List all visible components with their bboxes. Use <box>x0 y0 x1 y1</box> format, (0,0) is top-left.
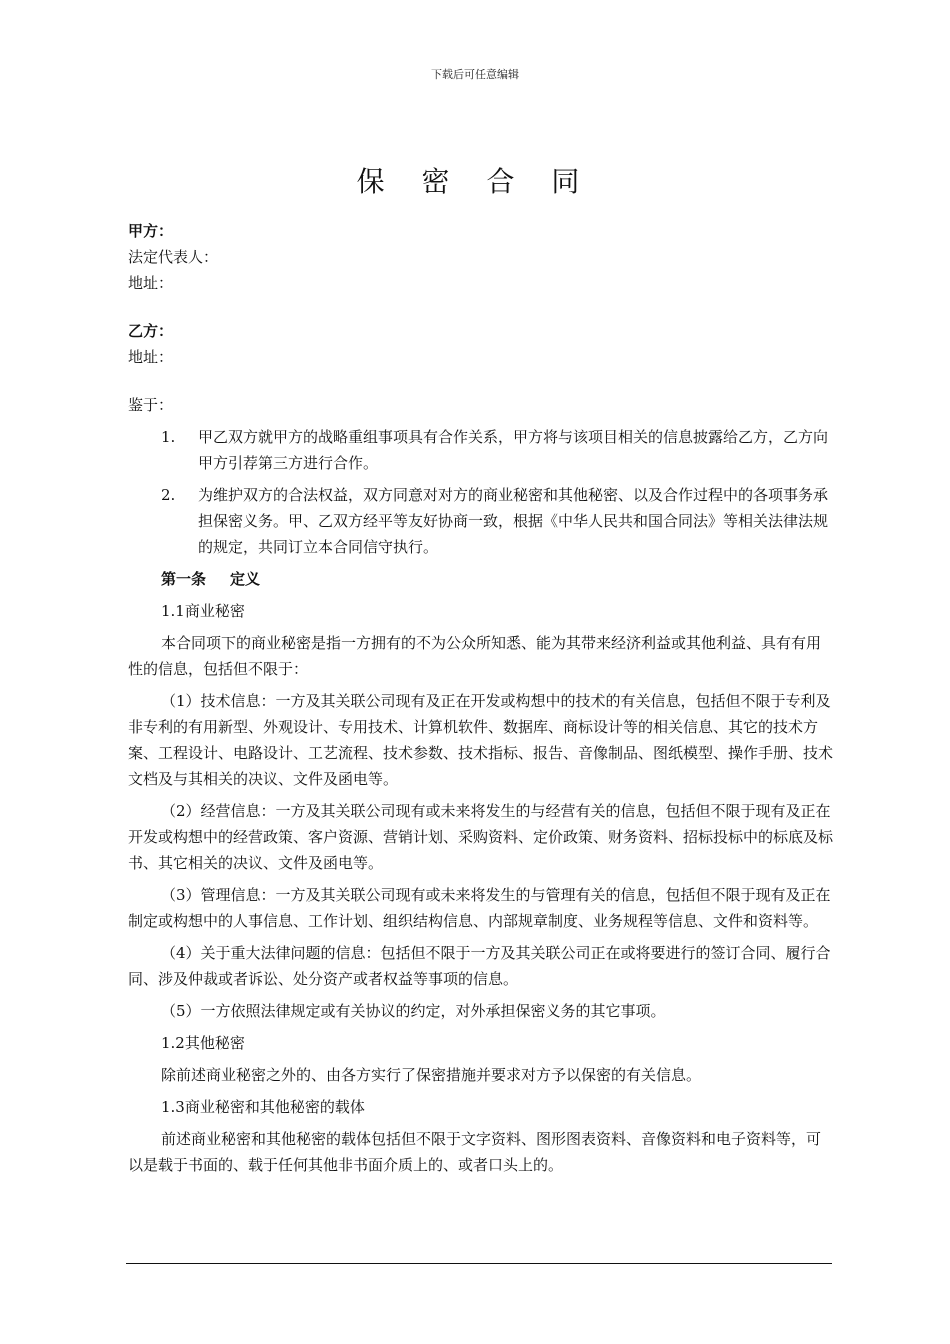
definition-item: （4）关于重大法律问题的信息：包括但不限于一方及其关联公司正在或将要进行的签订合同、履行合同、涉及仲裁或者诉讼、处分资产或者权益等事项的信息。 <box>128 944 831 988</box>
definition-item: （2）经营信息：一方及其关联公司现有或未来将发生的与经营有关的信息，包括但不限于现有及正在开发或构想中的经营政策、客户资源、营销计划、采购资料、定价政策、财务资料、招标投标中的标底及标书、其它相关的决议、文件及函电等。 <box>128 802 834 872</box>
document-body <box>128 218 833 1178</box>
party-a-representative: 法定代表人： <box>128 248 219 266</box>
whereas-item-number: 2. <box>161 486 176 504</box>
article-number: 第一条 <box>161 570 207 588</box>
definition-item: （5）一方依照法律规定或有关协议的约定，对外承担保密义务的其它事项。 <box>161 1002 666 1020</box>
subsection-title: 1.1商业秘密 <box>161 602 245 620</box>
whereas-item-number: 1. <box>161 428 176 446</box>
paragraph: 前述商业秘密和其他秘密的载体包括但不限于文字资料、图形图表资料、音像资料和电子资料等，可以是载于书面的、载于任何其他非书面介质上的、或者口头上的。 <box>128 1130 822 1174</box>
paragraph: 本合同项下的商业秘密是指一方拥有的不为公众所知悉、能为其带来经济利益或其他利益、具有有用性的信息，包括但不限于： <box>128 634 822 678</box>
article-title: 定义 <box>230 570 261 588</box>
definition-item: （1）技术信息：一方及其关联公司现有及正在开发或构想中的技术的有关信息，包括但不限于专利及非专利的有用新型、外观设计、专用技术、计算机软件、数据库、商标设计等的相关信息、其它的技术方案、工程设计、电路设计、工艺流程、技术参数、技术指标、报告、音像制品、图纸模型、操作手册、技术文档及与其相关的决议、文件及函电等。 <box>128 692 834 788</box>
subsection-title: 1.3商业秘密和其他秘密的载体 <box>161 1098 365 1116</box>
header-note: 下载后可任意编辑 <box>431 68 519 81</box>
party-b-address: 地址： <box>128 348 174 366</box>
whereas-item-text: 为维护双方的合法权益，双方同意对对方的商业秘密和其他秘密、以及合作过程中的各项事务承担保密义务。甲、乙双方经平等友好协商一致，根据《中华人民共和国合同法》等相关法律法规的规定，共同订立本合同信守执行。 <box>198 486 829 556</box>
party-a-address: 地址： <box>128 274 174 292</box>
paragraph: 除前述商业秘密之外的、由各方实行了保密措施并要求对方予以保密的有关信息。 <box>161 1066 702 1084</box>
whereas-label: 鉴于： <box>128 396 174 414</box>
party-b-label: 乙方： <box>128 322 174 340</box>
whereas-item-text: 甲乙双方就甲方的战略重组事项具有合作关系，甲方将与该项目相关的信息披露给乙方，乙方向甲方引荐第三方进行合作。 <box>198 428 829 472</box>
whereas-item <box>128 424 833 476</box>
article-heading <box>128 566 833 592</box>
party-a-label: 甲方： <box>128 222 174 240</box>
subsection-title: 1.2其他秘密 <box>161 1034 245 1052</box>
definition-item: （3）管理信息：一方及其关联公司现有或未来将发生的与管理有关的信息，包括但不限于现有及正在制定或构想中的人事信息、工作计划、组织结构信息、内部规章制度、业务规程等信息、文件和资料等。 <box>128 886 831 930</box>
document-title: 保 密 合 同 <box>356 165 594 198</box>
whereas-item <box>128 482 833 560</box>
footer-divider <box>126 1263 832 1264</box>
